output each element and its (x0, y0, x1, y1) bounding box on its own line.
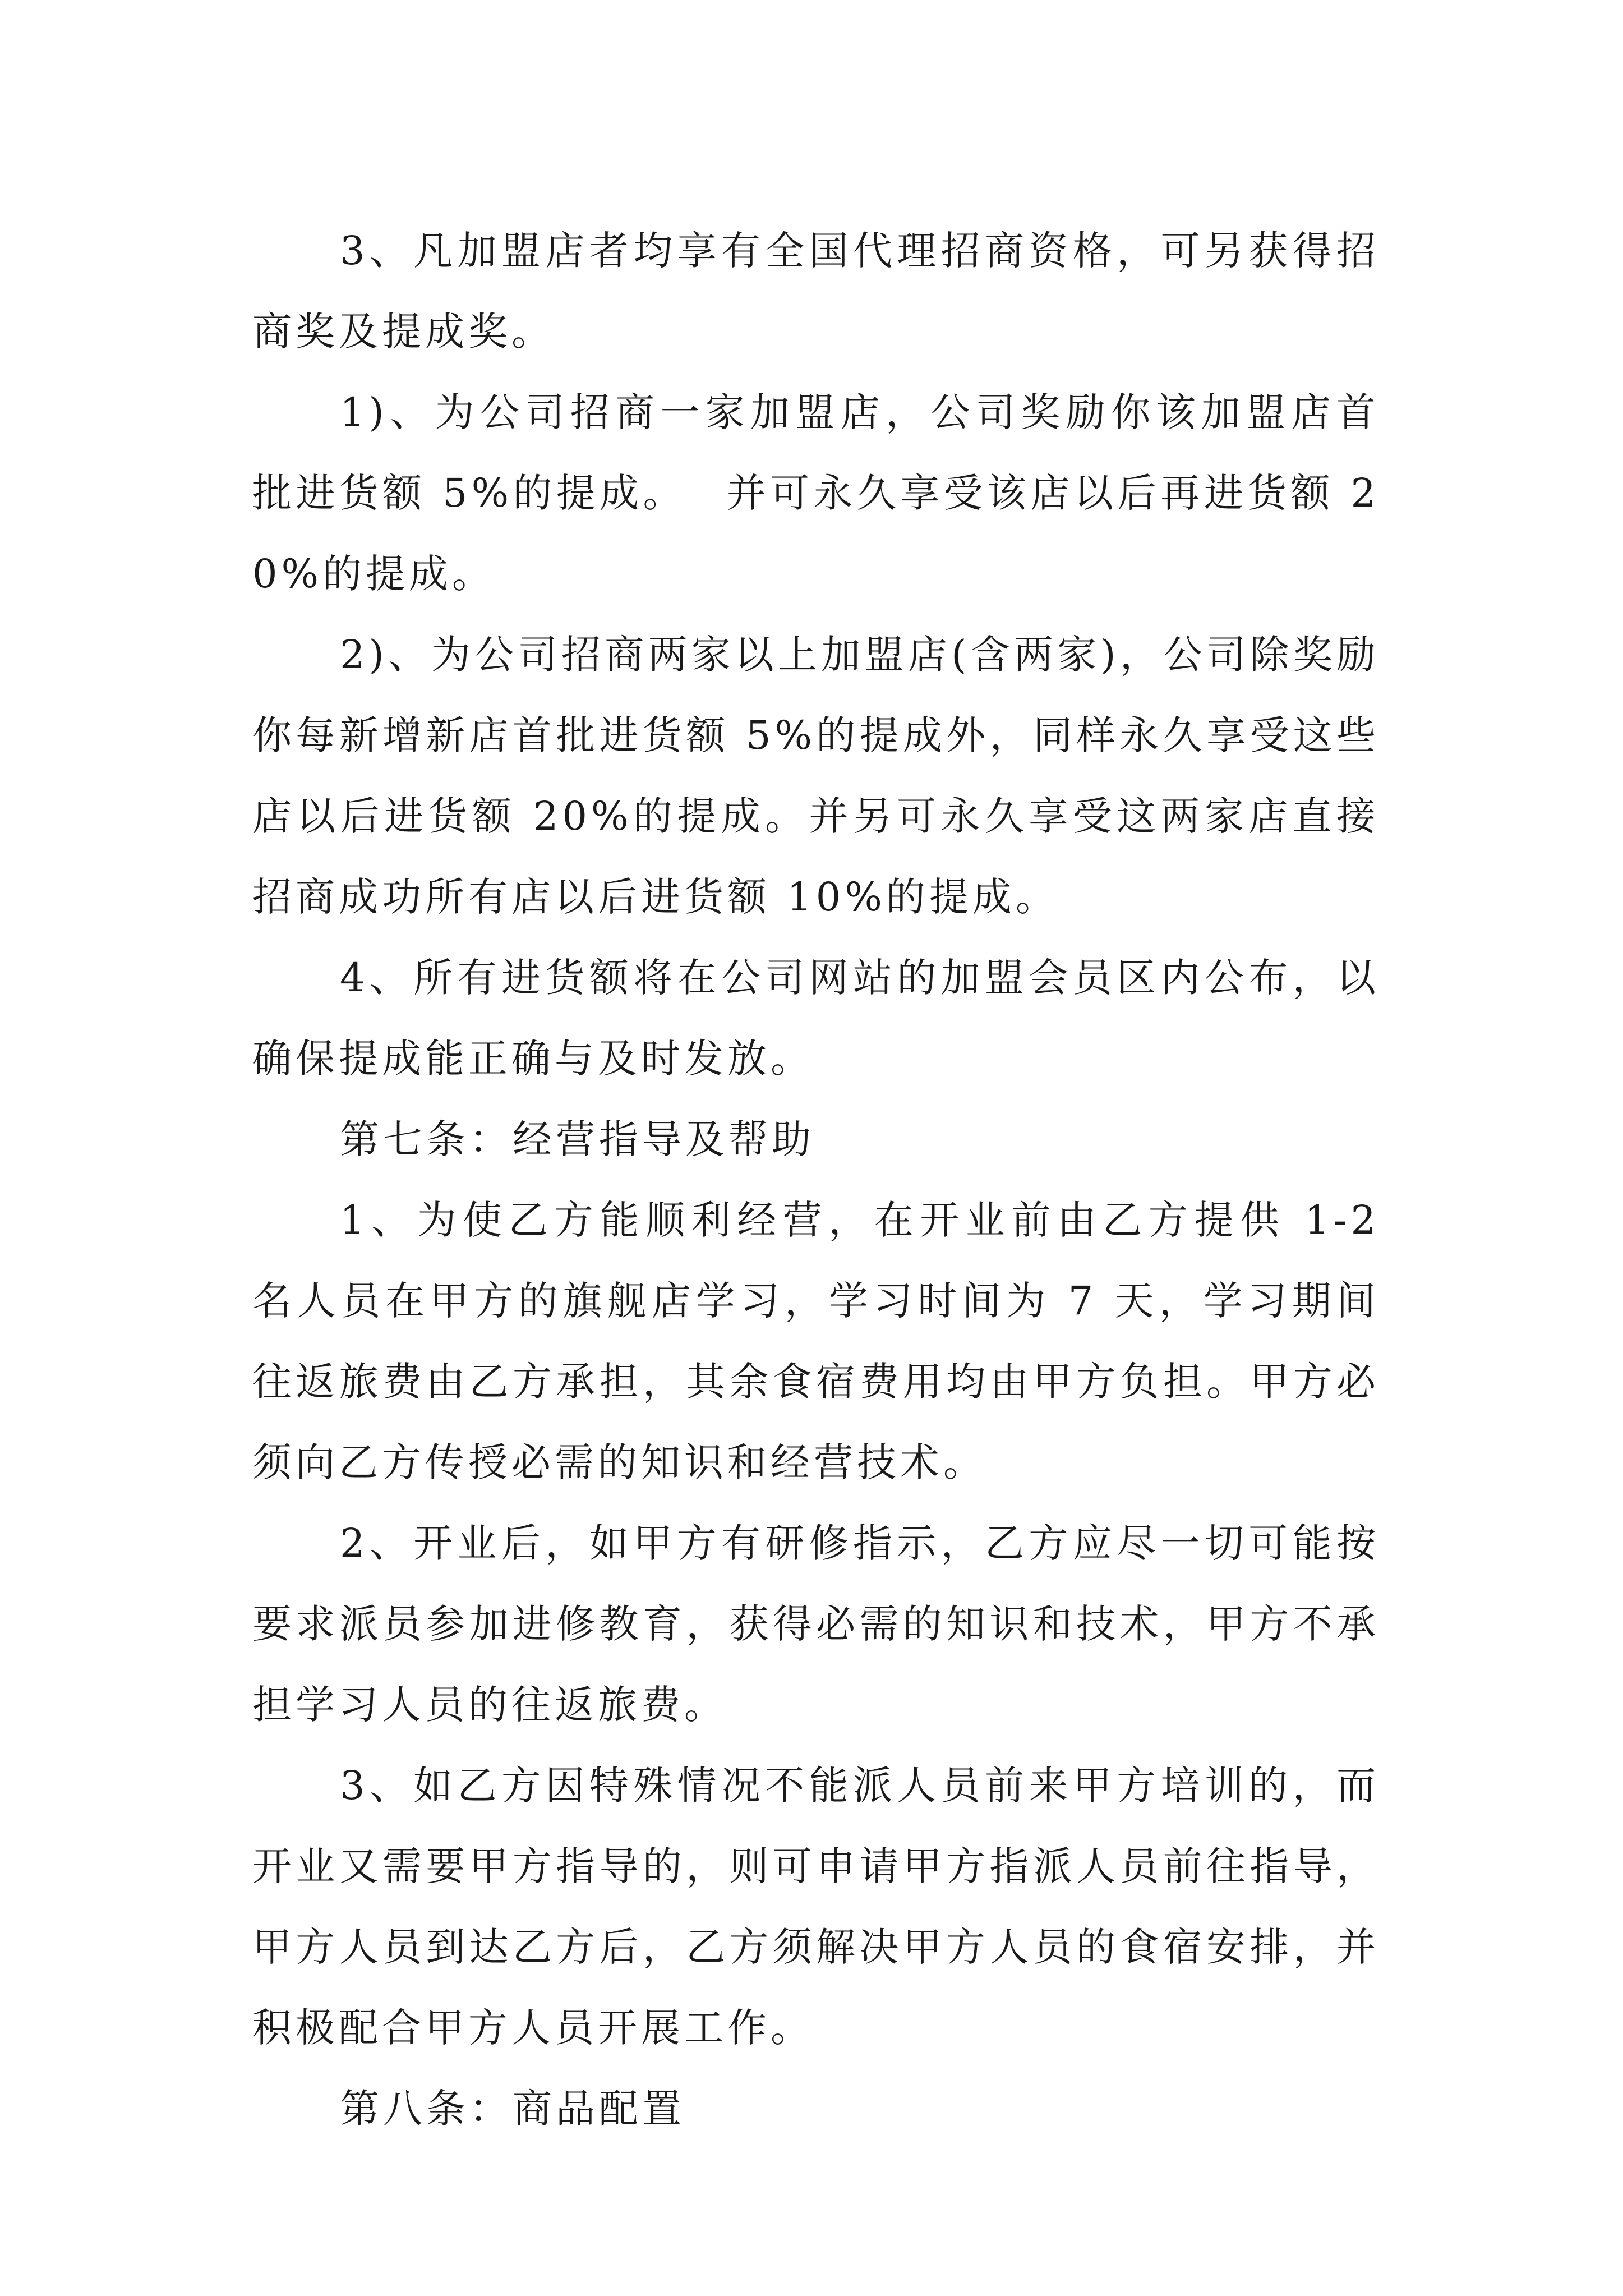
paragraph-item-7-1: 1、为使乙方能顺利经营，在开业前由乙方提供 1-2 名人员在甲方的旗舰店学习，学习时间为 7 天，学习期间往返旅费由乙方承担，其余食宿费用均由甲方负担。甲方必须向乙方传授必需的知识和经营技术。 (252, 1197, 1396, 1485)
paragraph-item-7-3: 3、如乙方因特殊情况不能派人员前来甲方培训的，而开业又需要甲方指导的，则可申请甲方指派人员前往指导，甲方人员到达乙方后，乙方须解决甲方人员的食宿安排，并积极配合甲方人员开展工作。 (252, 1763, 1380, 2051)
section-heading-article-7: 第七条：经营指导及帮助 (340, 1116, 815, 1162)
paragraph-item-3: 3、凡加盟店者均享有全国代理招商资格，可另获得招商奖及提成奖。 (252, 228, 1380, 355)
paragraph-item-7-2: 2、开业后，如甲方有研修指示，乙方应尽一切可能按要求派员参加进修教育，获得必需的知识和技术，甲方不承担学习人员的往返旅费。 (252, 1520, 1380, 1728)
document-body (252, 210, 1396, 2149)
section-heading-article-8: 第八条：商品配置 (340, 2086, 685, 2132)
paragraph-item-3-1: 1)、为公司招商一家加盟店，公司奖励你该加盟店首批进货额 5%的提成。 并可永久享受该店以后再进货额 20%的提成。 (252, 389, 1380, 597)
paragraph-item-3-2: 2)、为公司招商两家以上加盟店(含两家)，公司除奖励你每新增新店首批进货额 5%的提成外，同样永久享受这些店以后进货额 20%的提成。并另可永久享受这两家店直接招商成功所有店以后进货额 10%的提成。 (252, 632, 1380, 920)
paragraph-item-4: 4、所有进货额将在公司网站的加盟会员区内公布，以确保提成能正确与及时发放。 (252, 955, 1380, 1082)
